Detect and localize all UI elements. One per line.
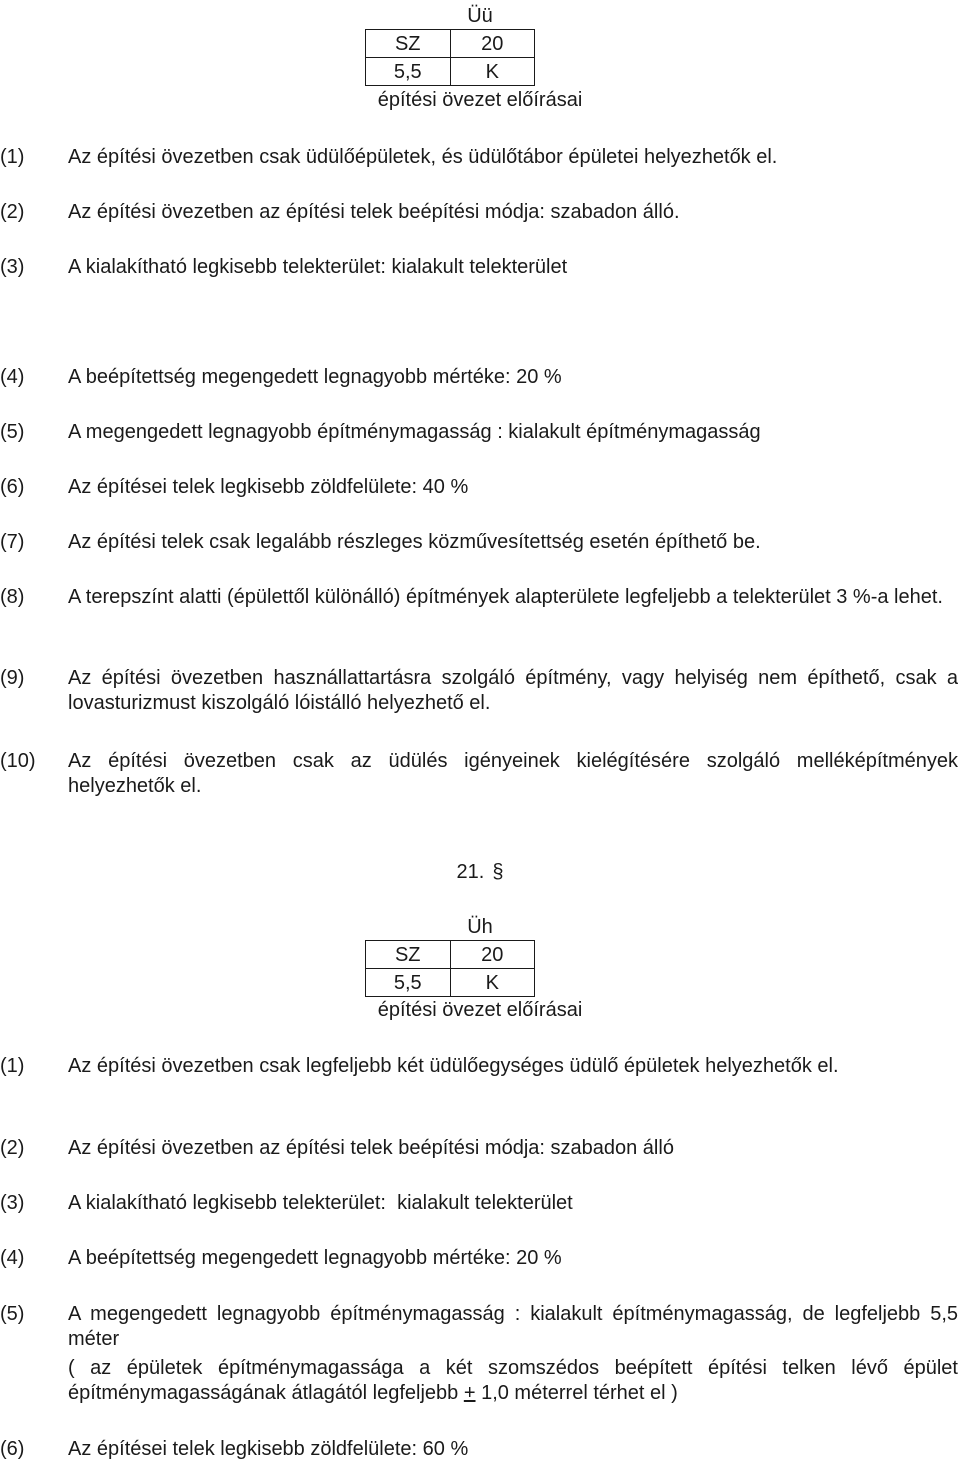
rule-text: Az építései telek legkisebb zöldfelülete: 40 % xyxy=(68,476,469,498)
rule-paragraph-note xyxy=(0,1356,958,1406)
rule-paragraph xyxy=(0,420,958,445)
rule-text: A terepszínt alatti (épülettől különálló) építmények alapterülete legfeljebb a telekterület 3 %-a lehet. xyxy=(68,586,943,608)
rule-number: (9) xyxy=(0,667,25,689)
rule-text: Az építési övezetben csak az üdülés igényeinek kielégítésére szolgáló melléképítmények helyezhetők el. xyxy=(68,750,958,797)
zone-key-table-2 xyxy=(365,940,535,997)
rule-paragraph xyxy=(0,1191,958,1216)
plus-minus-sign: + xyxy=(463,1382,476,1404)
zone-key-cell: K xyxy=(450,58,534,86)
zone-caption-1: építési övezet előírásai xyxy=(377,89,583,111)
rule-text: A megengedett legnagyobb építménymagasság : kialakult építménymagasság, de legfeljebb 5,5 méter xyxy=(68,1303,958,1350)
rule-paragraph xyxy=(0,1246,958,1271)
rule-paragraph xyxy=(0,530,958,555)
rule-text: Az építési övezetben az építési telek beépítési módja: szabadon álló. xyxy=(68,201,680,223)
rule-text: Az építési övezetben csak legfeljebb két üdülőegységes üdülő épületek helyezhetők el. xyxy=(68,1055,839,1077)
zone-key-cell: 20 xyxy=(450,30,534,58)
rule-paragraph xyxy=(0,255,958,280)
rule-number: (10) xyxy=(0,750,36,772)
zone-key-cell: SZ xyxy=(366,30,451,58)
rule-number: (8) xyxy=(0,586,25,608)
rule-number: (3) xyxy=(0,1192,25,1214)
rule-paragraph xyxy=(0,475,958,500)
rule-text: Az építési övezetben csak üdülőépületek, és üdülőtábor épületei helyezhetők el. xyxy=(68,146,778,168)
rule-text: A megengedett legnagyobb építménymagasság : kialakult építménymagasság xyxy=(68,421,761,443)
rule-paragraph xyxy=(0,145,958,170)
rule-text: Az építései telek legkisebb zöldfelülete: 60 % xyxy=(68,1438,469,1460)
section-number xyxy=(0,860,960,885)
rule-note-text-before: ( az épületek építménymagassága a két szomszédos beépített építési telken lévő épület építménymagasságának átlagától legfeljebb xyxy=(68,1357,958,1404)
rule-text: A beépítettség megengedett legnagyobb mértéke: 20 % xyxy=(68,366,562,388)
rule-number: (5) xyxy=(0,1303,25,1325)
rule-number: (4) xyxy=(0,1247,25,1269)
rule-paragraph xyxy=(0,1437,958,1462)
rule-number: (6) xyxy=(0,476,25,498)
rule-text: A beépítettség megengedett legnagyobb mértéke: 20 % xyxy=(68,1247,562,1269)
rule-note-text-after: 1,0 méterrel térhet el ) xyxy=(475,1382,678,1404)
rule-number: (1) xyxy=(0,146,25,168)
rule-paragraph xyxy=(0,666,958,716)
section-number-text: 21. xyxy=(456,861,485,883)
zone-key-cell: 5,5 xyxy=(366,969,451,997)
rule-text: Az építési telek csak legalább részleges közművesítettség esetén építhető be. xyxy=(68,531,761,553)
zone-caption-2: építési övezet előírásai xyxy=(377,999,583,1021)
rule-number: (6) xyxy=(0,1438,25,1460)
zone-key-table-1 xyxy=(365,29,535,86)
zone-key-cell: 5,5 xyxy=(366,58,451,86)
zone-key-cell: K xyxy=(450,969,534,997)
rule-paragraph xyxy=(0,1302,958,1352)
rule-paragraph xyxy=(0,1054,958,1079)
rule-text: Az építési övezetben használlattartásra szolgáló építmény, vagy helyiség nem építhető, csak a lovasturizmust kiszolgáló lóistálló helyezhető el. xyxy=(68,667,958,714)
rule-paragraph xyxy=(0,200,958,225)
rule-paragraph xyxy=(0,749,958,799)
rule-paragraph xyxy=(0,585,958,610)
zone-code-uh: Üh xyxy=(467,916,493,938)
rule-text: Az építési övezetben az építési telek beépítési módja: szabadon álló xyxy=(68,1137,674,1159)
rule-paragraph xyxy=(0,365,958,390)
rule-text: A kialakítható legkisebb telekterület: kialakult telekterület xyxy=(68,256,568,278)
rule-text: A kialakítható legkisebb telekterület: kialakult telekterület xyxy=(68,1192,573,1214)
rule-number: (2) xyxy=(0,201,25,223)
rule-number: (5) xyxy=(0,421,25,443)
zone-key-cell: 20 xyxy=(450,941,534,969)
rule-number: (1) xyxy=(0,1055,25,1077)
rule-number: (4) xyxy=(0,366,25,388)
section-symbol: § xyxy=(492,861,504,883)
rule-number: (2) xyxy=(0,1137,25,1159)
zone-code-uu: Üü xyxy=(467,5,493,27)
rule-number: (7) xyxy=(0,531,25,553)
rule-note-text xyxy=(68,1356,958,1406)
rule-number: (3) xyxy=(0,256,25,278)
zone-key-cell: SZ xyxy=(366,941,451,969)
rule-paragraph xyxy=(0,1136,958,1161)
